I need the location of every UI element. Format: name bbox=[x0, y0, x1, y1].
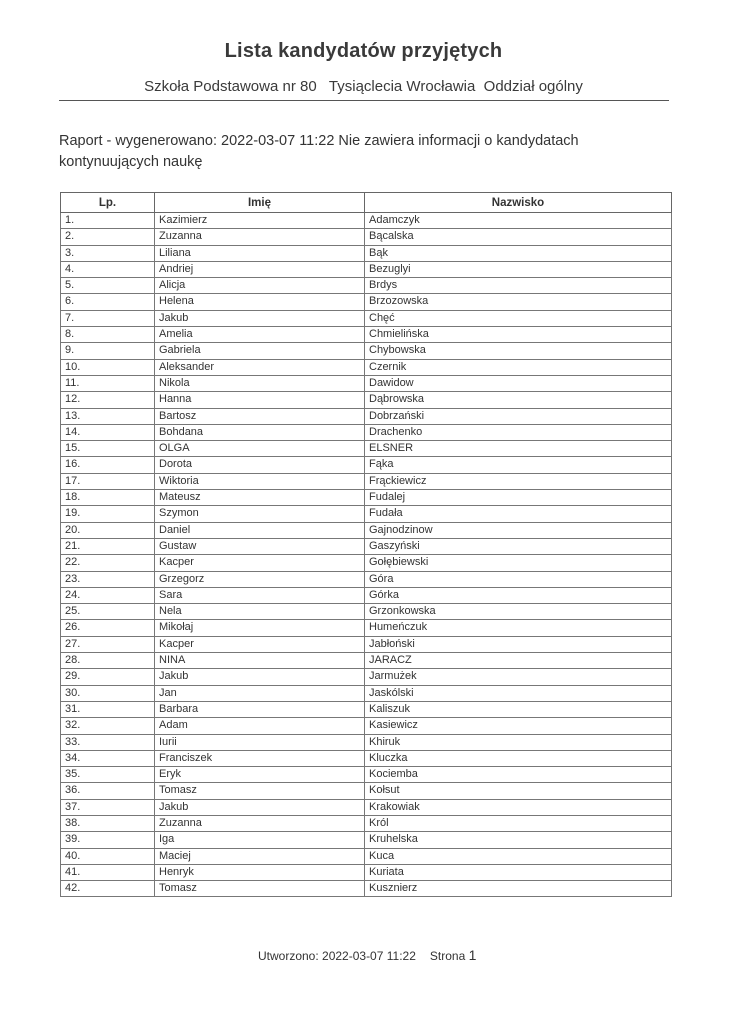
cell-lp: 35. bbox=[61, 767, 155, 783]
cell-name: Wiktoria bbox=[155, 473, 365, 489]
cell-surname: Jaskólski bbox=[365, 685, 672, 701]
candidates-table bbox=[60, 192, 672, 897]
cell-lp: 13. bbox=[61, 408, 155, 424]
cell-lp: 33. bbox=[61, 734, 155, 750]
table-row bbox=[61, 848, 672, 864]
cell-lp: 28. bbox=[61, 653, 155, 669]
table-row bbox=[61, 375, 672, 391]
table-row bbox=[61, 261, 672, 277]
cell-lp: 7. bbox=[61, 310, 155, 326]
cell-surname: Kruhelska bbox=[365, 832, 672, 848]
cell-lp: 2. bbox=[61, 229, 155, 245]
cell-surname: Bącalska bbox=[365, 229, 672, 245]
cell-name: Nikola bbox=[155, 375, 365, 391]
cell-surname: Kołsut bbox=[365, 783, 672, 799]
table-row bbox=[61, 685, 672, 701]
cell-surname: Adamczyk bbox=[365, 213, 672, 229]
cell-name: Tomasz bbox=[155, 783, 365, 799]
cell-name: Barbara bbox=[155, 701, 365, 717]
cell-surname: Bezuglyi bbox=[365, 261, 672, 277]
cell-lp: 42. bbox=[61, 881, 155, 897]
cell-surname: Chmielińska bbox=[365, 327, 672, 343]
cell-lp: 16. bbox=[61, 457, 155, 473]
cell-name: Jakub bbox=[155, 799, 365, 815]
cell-lp: 41. bbox=[61, 864, 155, 880]
table-row bbox=[61, 718, 672, 734]
column-header-name: Imię bbox=[155, 193, 365, 213]
cell-surname: Jarmużek bbox=[365, 669, 672, 685]
table-row bbox=[61, 310, 672, 326]
cell-surname: Góra bbox=[365, 571, 672, 587]
cell-lp: 34. bbox=[61, 750, 155, 766]
cell-surname: JARACZ bbox=[365, 653, 672, 669]
table-body bbox=[61, 213, 672, 897]
column-header-surname: Nazwisko bbox=[365, 193, 672, 213]
table-row bbox=[61, 408, 672, 424]
cell-name: Nela bbox=[155, 604, 365, 620]
cell-lp: 20. bbox=[61, 522, 155, 538]
cell-name: Mateusz bbox=[155, 490, 365, 506]
table-row bbox=[61, 522, 672, 538]
table-row bbox=[61, 278, 672, 294]
cell-name: Tomasz bbox=[155, 881, 365, 897]
cell-surname: Gajnodzinow bbox=[365, 522, 672, 538]
table-row bbox=[61, 538, 672, 554]
page-footer bbox=[258, 947, 476, 963]
table-row bbox=[61, 294, 672, 310]
table-row bbox=[61, 832, 672, 848]
page-label: Strona bbox=[429, 949, 466, 963]
cell-lp: 24. bbox=[61, 587, 155, 603]
table-row bbox=[61, 392, 672, 408]
cell-name: Amelia bbox=[155, 327, 365, 343]
cell-name: Alicja bbox=[155, 278, 365, 294]
table-row bbox=[61, 799, 672, 815]
cell-surname: Drachenko bbox=[365, 424, 672, 440]
cell-name: Helena bbox=[155, 294, 365, 310]
cell-name: Jan bbox=[155, 685, 365, 701]
cell-name: Iurii bbox=[155, 734, 365, 750]
cell-lp: 14. bbox=[61, 424, 155, 440]
page-title: Lista kandydatów przyjętych bbox=[224, 40, 503, 62]
cell-lp: 26. bbox=[61, 620, 155, 636]
cell-name: Kacper bbox=[155, 636, 365, 652]
table-row bbox=[61, 750, 672, 766]
cell-surname: Fudała bbox=[365, 506, 672, 522]
table-row bbox=[61, 783, 672, 799]
table-row bbox=[61, 490, 672, 506]
table-row bbox=[61, 327, 672, 343]
cell-lp: 1. bbox=[61, 213, 155, 229]
cell-name: Gustaw bbox=[155, 538, 365, 554]
table-row bbox=[61, 881, 672, 897]
cell-surname: Kuriata bbox=[365, 864, 672, 880]
cell-name: Maciej bbox=[155, 848, 365, 864]
table-row bbox=[61, 734, 672, 750]
table-row bbox=[61, 587, 672, 603]
cell-lp: 23. bbox=[61, 571, 155, 587]
cell-surname: Chęć bbox=[365, 310, 672, 326]
table-row bbox=[61, 441, 672, 457]
cell-surname: Gołębiewski bbox=[365, 555, 672, 571]
cell-lp: 27. bbox=[61, 636, 155, 652]
cell-name: Franciszek bbox=[155, 750, 365, 766]
table-row bbox=[61, 424, 672, 440]
table-row bbox=[61, 864, 672, 880]
cell-name: Grzegorz bbox=[155, 571, 365, 587]
cell-lp: 29. bbox=[61, 669, 155, 685]
cell-lp: 36. bbox=[61, 783, 155, 799]
cell-surname: Fąka bbox=[365, 457, 672, 473]
cell-surname: Gaszyński bbox=[365, 538, 672, 554]
cell-lp: 19. bbox=[61, 506, 155, 522]
cell-name: Eryk bbox=[155, 767, 365, 783]
cell-surname: Kociemba bbox=[365, 767, 672, 783]
cell-name: Iga bbox=[155, 832, 365, 848]
column-header-lp: Lp. bbox=[61, 193, 155, 213]
table-row bbox=[61, 571, 672, 587]
table-row bbox=[61, 473, 672, 489]
cell-lp: 40. bbox=[61, 848, 155, 864]
cell-surname: Jabłoński bbox=[365, 636, 672, 652]
cell-surname: Brzozowska bbox=[365, 294, 672, 310]
school-subtitle: Szkoła Podstawowa nr 80 Tysiąclecia Wrocławia Oddział ogólny bbox=[144, 78, 583, 95]
cell-name: Bohdana bbox=[155, 424, 365, 440]
cell-name: Zuzanna bbox=[155, 229, 365, 245]
cell-lp: 21. bbox=[61, 538, 155, 554]
table-row bbox=[61, 343, 672, 359]
cell-lp: 30. bbox=[61, 685, 155, 701]
cell-lp: 9. bbox=[61, 343, 155, 359]
cell-surname: Khiruk bbox=[365, 734, 672, 750]
cell-name: Daniel bbox=[155, 522, 365, 538]
cell-surname: Kluczka bbox=[365, 750, 672, 766]
cell-name: NINA bbox=[155, 653, 365, 669]
cell-name: Kacper bbox=[155, 555, 365, 571]
cell-name: Dorota bbox=[155, 457, 365, 473]
page-number: 1 bbox=[468, 947, 477, 963]
table-row bbox=[61, 701, 672, 717]
table-row bbox=[61, 767, 672, 783]
cell-lp: 37. bbox=[61, 799, 155, 815]
cell-name: Szymon bbox=[155, 506, 365, 522]
table-row bbox=[61, 815, 672, 831]
cell-lp: 38. bbox=[61, 815, 155, 831]
table-row bbox=[61, 359, 672, 375]
cell-name: Andriej bbox=[155, 261, 365, 277]
table-row bbox=[61, 636, 672, 652]
cell-surname: Humeńczuk bbox=[365, 620, 672, 636]
cell-name: Mikołaj bbox=[155, 620, 365, 636]
table-row bbox=[61, 213, 672, 229]
cell-lp: 25. bbox=[61, 604, 155, 620]
cell-name: Zuzanna bbox=[155, 815, 365, 831]
cell-lp: 4. bbox=[61, 261, 155, 277]
table-row bbox=[61, 229, 672, 245]
cell-surname: Kasiewicz bbox=[365, 718, 672, 734]
cell-lp: 8. bbox=[61, 327, 155, 343]
cell-lp: 6. bbox=[61, 294, 155, 310]
cell-name: Henryk bbox=[155, 864, 365, 880]
cell-surname: Bąk bbox=[365, 245, 672, 261]
table-row bbox=[61, 457, 672, 473]
cell-lp: 10. bbox=[61, 359, 155, 375]
cell-name: Sara bbox=[155, 587, 365, 603]
cell-lp: 5. bbox=[61, 278, 155, 294]
table-row bbox=[61, 555, 672, 571]
cell-lp: 31. bbox=[61, 701, 155, 717]
cell-surname: Frąckiewicz bbox=[365, 473, 672, 489]
cell-name: Jakub bbox=[155, 669, 365, 685]
cell-lp: 12. bbox=[61, 392, 155, 408]
cell-name: Jakub bbox=[155, 310, 365, 326]
table-row bbox=[61, 604, 672, 620]
cell-lp: 11. bbox=[61, 375, 155, 391]
cell-surname: Król bbox=[365, 815, 672, 831]
cell-lp: 32. bbox=[61, 718, 155, 734]
cell-lp: 39. bbox=[61, 832, 155, 848]
cell-name: Hanna bbox=[155, 392, 365, 408]
cell-lp: 3. bbox=[61, 245, 155, 261]
cell-surname: Dawidow bbox=[365, 375, 672, 391]
report-note: Raport - wygenerowano: 2022-03-07 11:22 Nie zawiera informacji o kandydatach kontynuujących naukę bbox=[59, 133, 579, 170]
cell-name: Bartosz bbox=[155, 408, 365, 424]
cell-surname: ELSNER bbox=[365, 441, 672, 457]
cell-surname: Górka bbox=[365, 587, 672, 603]
cell-surname: Krakowiak bbox=[365, 799, 672, 815]
cell-surname: Kaliszuk bbox=[365, 701, 672, 717]
cell-name: Aleksander bbox=[155, 359, 365, 375]
cell-surname: Brdys bbox=[365, 278, 672, 294]
cell-lp: 17. bbox=[61, 473, 155, 489]
cell-lp: 18. bbox=[61, 490, 155, 506]
cell-name: Adam bbox=[155, 718, 365, 734]
cell-name: Kazimierz bbox=[155, 213, 365, 229]
cell-name: Gabriela bbox=[155, 343, 365, 359]
table-row bbox=[61, 506, 672, 522]
table-row bbox=[61, 669, 672, 685]
cell-name: Liliana bbox=[155, 245, 365, 261]
cell-surname: Dobrzański bbox=[365, 408, 672, 424]
table-row bbox=[61, 245, 672, 261]
cell-surname: Dąbrowska bbox=[365, 392, 672, 408]
table-row bbox=[61, 653, 672, 669]
table-header-row bbox=[61, 193, 672, 213]
cell-surname: Czernik bbox=[365, 359, 672, 375]
cell-lp: 15. bbox=[61, 441, 155, 457]
created-timestamp: Utworzono: 2022-03-07 11:22 bbox=[258, 949, 416, 963]
cell-surname: Chybowska bbox=[365, 343, 672, 359]
header-divider bbox=[59, 100, 669, 101]
cell-surname: Grzonkowska bbox=[365, 604, 672, 620]
cell-lp: 22. bbox=[61, 555, 155, 571]
cell-surname: Kuca bbox=[365, 848, 672, 864]
cell-surname: Kusznierz bbox=[365, 881, 672, 897]
table-row bbox=[61, 620, 672, 636]
cell-name: OLGA bbox=[155, 441, 365, 457]
cell-surname: Fudalej bbox=[365, 490, 672, 506]
